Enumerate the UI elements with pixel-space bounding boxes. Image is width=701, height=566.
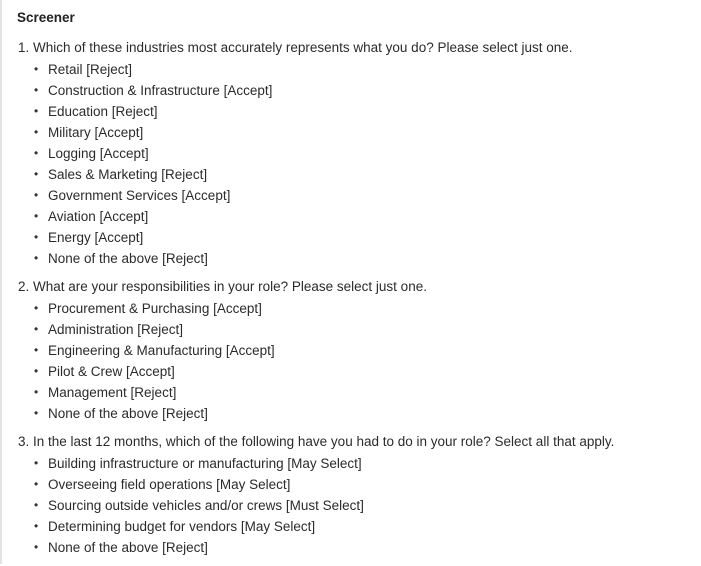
bullet-icon: • (34, 477, 39, 491)
option-label: Administration [Reject] (48, 322, 184, 337)
bullet-icon: • (34, 104, 39, 118)
bullet-icon: • (34, 498, 39, 512)
option-label: Overseeing field operations [May Select] (48, 477, 291, 492)
bullet-icon: • (34, 456, 39, 470)
option-label: Building infrastructure or manufacturing [May Select] (48, 456, 362, 471)
screener-title: Screener (17, 10, 75, 25)
question-2 (17, 277, 695, 424)
list-item (32, 340, 695, 361)
question-text: 3. In the last 12 months, which of the following have you had to do in your role? Select all that apply. (18, 434, 615, 449)
question-1 (17, 38, 695, 269)
left-border (0, 0, 2, 564)
bullet-icon: • (34, 519, 39, 533)
option-label: Determining budget for vendors [May Select] (48, 519, 316, 534)
list-item (32, 537, 695, 558)
list-item (32, 298, 695, 319)
list-item (32, 248, 695, 269)
option-label: Engineering & Manufacturing [Accept] (48, 343, 275, 358)
option-label: Pilot & Crew [Accept] (48, 364, 175, 379)
list-item (32, 403, 695, 424)
option-label: Management [Reject] (48, 385, 177, 400)
bullet-icon: • (34, 385, 39, 399)
list-item (32, 495, 695, 516)
option-label: None of the above [Reject] (48, 406, 208, 421)
question-3 (17, 432, 695, 558)
list-item (32, 185, 695, 206)
list-item (32, 361, 695, 382)
option-label: Aviation [Accept] (48, 209, 149, 224)
list-item (32, 206, 695, 227)
list-item (32, 164, 695, 185)
list-item (32, 319, 695, 340)
bullet-icon: • (34, 83, 39, 97)
option-label: Sales & Marketing [Reject] (48, 167, 208, 182)
option-label: Education [Reject] (48, 104, 158, 119)
list-item (32, 516, 695, 537)
list-item (32, 143, 695, 164)
option-label: Construction & Infrastructure [Accept] (48, 83, 273, 98)
bullet-icon: • (34, 364, 39, 378)
bullet-icon: • (34, 540, 39, 554)
list-item (32, 474, 695, 495)
list-item (32, 80, 695, 101)
list-item (32, 122, 695, 143)
bullet-icon: • (34, 406, 39, 420)
question-text: 2. What are your responsibilities in your role? Please select just one. (18, 279, 427, 294)
bullet-icon: • (34, 188, 39, 202)
screener-document (17, 9, 695, 566)
option-label: Government Services [Accept] (48, 188, 231, 203)
list-item (32, 382, 695, 403)
bullet-icon: • (34, 230, 39, 244)
question-text: 1. Which of these industries most accurately represents what you do? Please select just one. (18, 40, 573, 55)
bullet-icon: • (34, 167, 39, 181)
list-item (32, 453, 695, 474)
option-label: Retail [Reject] (48, 62, 133, 77)
option-label: None of the above [Reject] (48, 540, 208, 555)
option-list (17, 59, 695, 269)
option-list (17, 298, 695, 424)
option-list (17, 453, 695, 558)
list-item (32, 101, 695, 122)
option-label: Logging [Accept] (48, 146, 149, 161)
option-label: Sourcing outside vehicles and/or crews [Must Select] (48, 498, 364, 513)
list-item (32, 59, 695, 80)
bullet-icon: • (34, 125, 39, 139)
bullet-icon: • (34, 146, 39, 160)
bullet-icon: • (34, 209, 39, 223)
option-label: Military [Accept] (48, 125, 144, 140)
option-label: Energy [Accept] (48, 230, 144, 245)
bullet-icon: • (34, 251, 39, 265)
bullet-icon: • (34, 62, 39, 76)
option-label: Procurement & Purchasing [Accept] (48, 301, 262, 316)
bullet-icon: • (34, 343, 39, 357)
bullet-icon: • (34, 301, 39, 315)
list-item (32, 227, 695, 248)
bullet-icon: • (34, 322, 39, 336)
option-label: None of the above [Reject] (48, 251, 208, 266)
